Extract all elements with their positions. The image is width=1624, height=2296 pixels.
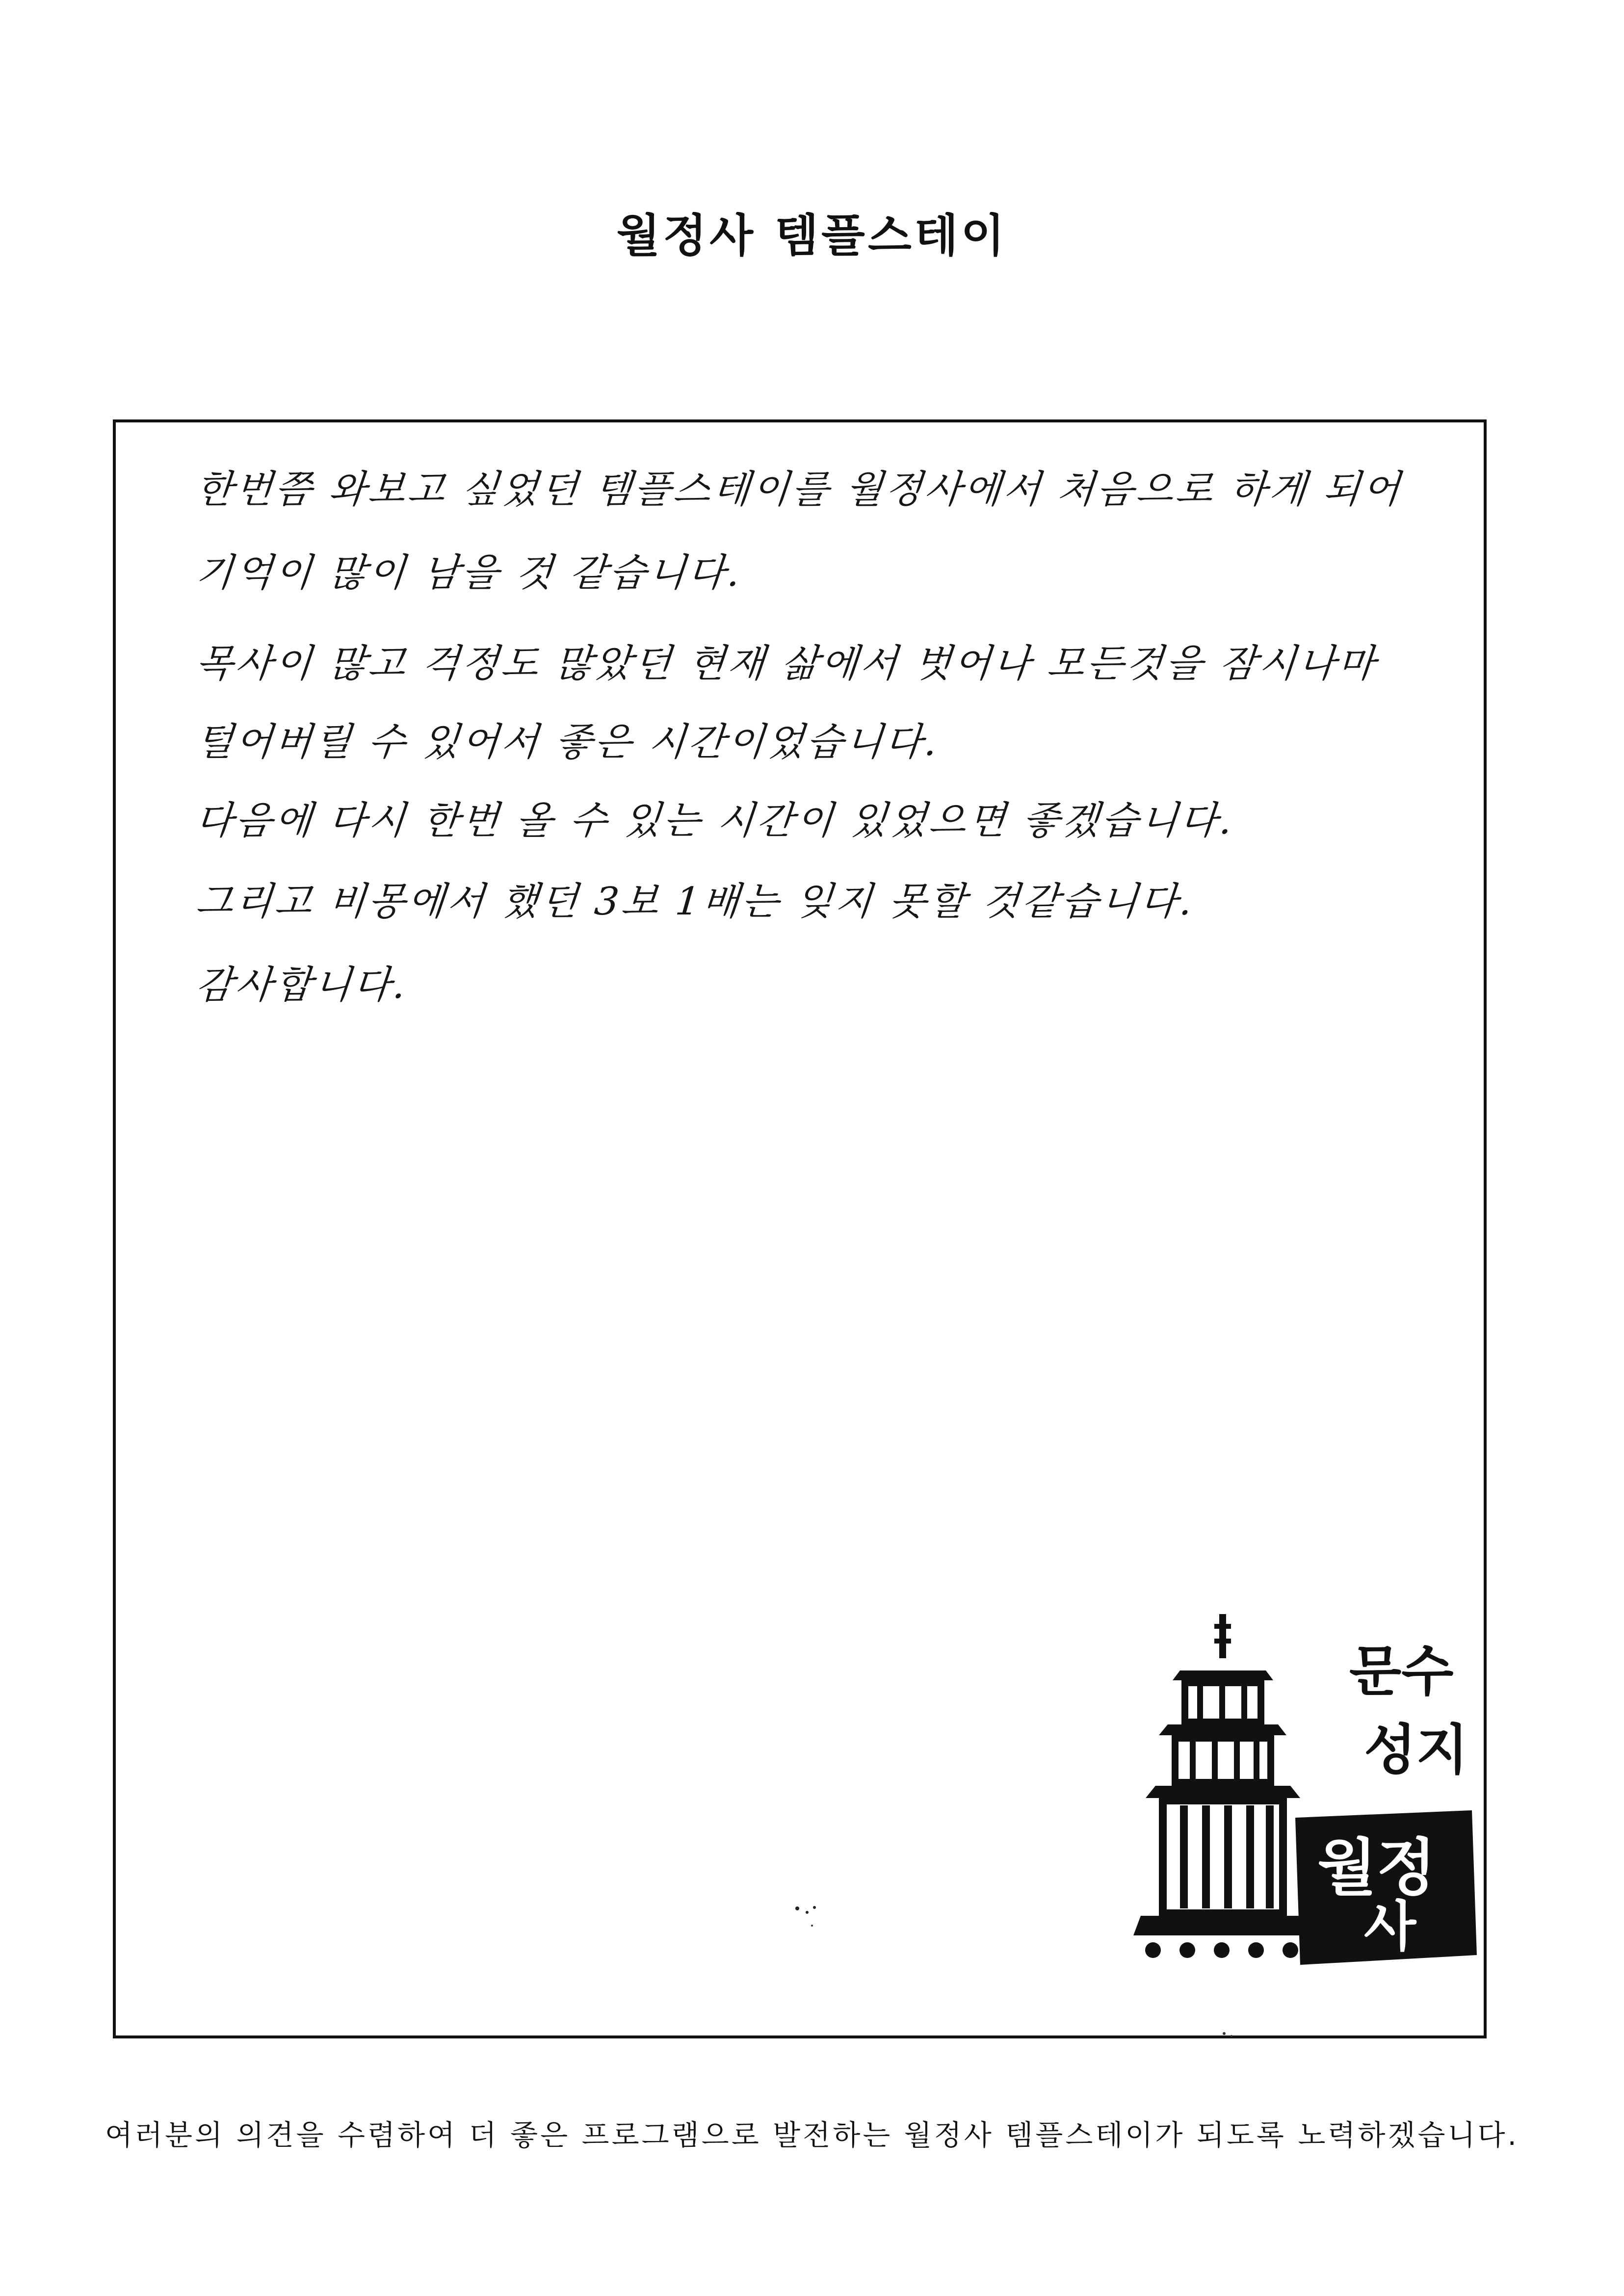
seal-text-top: 문수 xyxy=(1349,1640,1454,1703)
feedback-line-1: 한번쯤 와보고 싶었던 템플스테이를 월정사에서 처음으로 하게 되어 xyxy=(194,468,1404,512)
footer-note: 여러분의 의견을 수렴하여 더 좋은 프로그램으로 발전하는 월정사 템플스테이가 되도록 노력하겠습니다. xyxy=(105,2118,1519,2152)
scan-specks xyxy=(785,1904,1276,2051)
seal-text-bottom: 사 xyxy=(1364,1895,1416,1958)
seal-text-mid: 성지 xyxy=(1364,1719,1468,1781)
seal-text-block: 월정 xyxy=(1317,1832,1436,1904)
feedback-line-6: 그리고 비몽에서 했던 3보 1배는 잊지 못할 것같습니다. xyxy=(194,880,1197,924)
feedback-line-5: 다음에 다시 한번 올 수 있는 시간이 있었으면 좋겠습니다. xyxy=(194,799,1236,843)
feedback-line-7: 감사합니다. xyxy=(194,963,410,1007)
feedback-line-4: 털어버릴 수 있어서 좋은 시간이었습니다. xyxy=(194,720,942,764)
feedback-line-3: 목사이 많고 걱정도 많았던 현재 삶에서 벗어나 모든것을 잠시나마 xyxy=(194,642,1380,686)
page-title: 월정사 템플스테이 xyxy=(616,209,1008,262)
feedback-line-2: 기억이 많이 남을 것 같습니다. xyxy=(194,551,744,595)
